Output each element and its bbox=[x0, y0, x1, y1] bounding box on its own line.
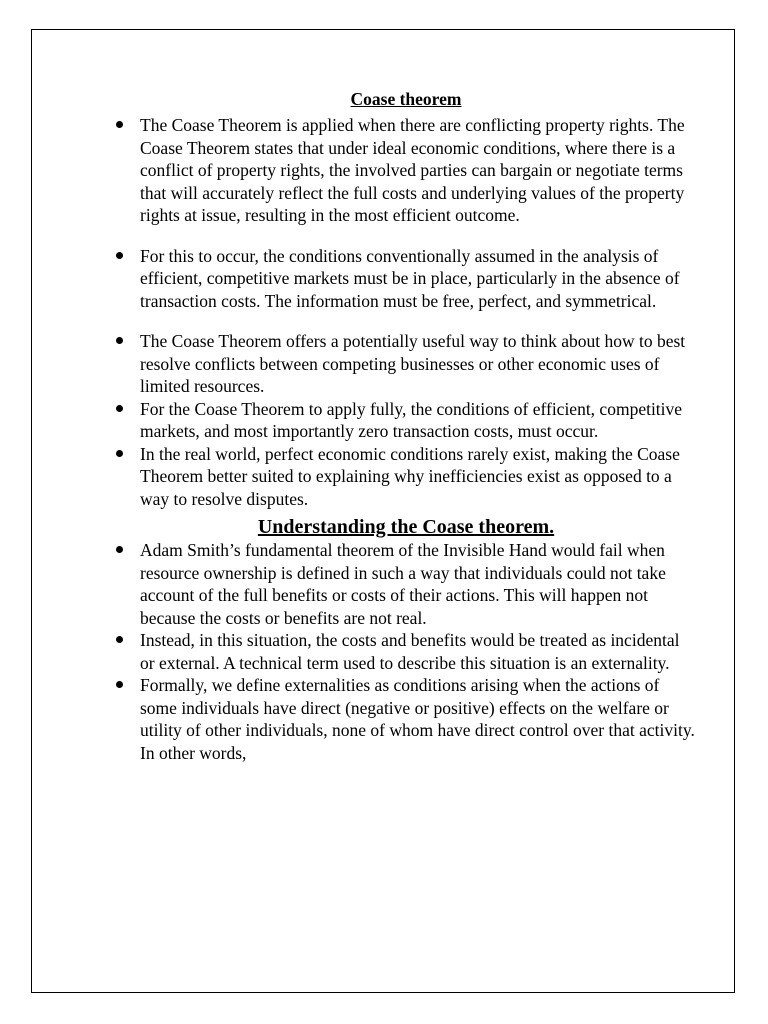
section-heading: Understanding the Coase theorem. bbox=[257, 516, 555, 538]
list-item-text: Formally, we define externalities as conditions arising when the actions of some individuals have direct (negative or positive) effects on the welfare or utility of other individuals, none of whom have direct control over that activity. In other words, bbox=[140, 675, 695, 763]
bullet-icon bbox=[116, 121, 123, 128]
bullet-icon bbox=[116, 681, 123, 688]
list-item bbox=[116, 114, 696, 227]
list-item bbox=[116, 398, 696, 443]
bullet-icon bbox=[116, 405, 123, 412]
section1-bullet-list bbox=[116, 114, 696, 510]
bullet-icon bbox=[116, 546, 123, 553]
list-item bbox=[116, 443, 696, 511]
list-item-text: For the Coase Theorem to apply fully, the conditions of efficient, competitive markets, and most importantly zero transaction costs, must occur. bbox=[140, 398, 683, 441]
document-title: Coase theorem bbox=[350, 89, 462, 109]
document-page bbox=[31, 29, 735, 993]
list-item bbox=[116, 330, 696, 398]
document-content bbox=[116, 88, 696, 764]
list-item-text: The Coase Theorem is applied when there are conflicting property rights. The Coase Theorem states that under ideal economic conditions, where there is a conflict of property rights, the involved parties can bargain or negotiate terms that will accurately reflect the full costs and underlying values of the property rights at issue, resulting in the most efficient outcome. bbox=[140, 115, 685, 225]
list-item bbox=[116, 245, 696, 313]
bullet-icon bbox=[116, 252, 123, 259]
list-item bbox=[116, 629, 696, 674]
list-item-text: Adam Smith’s fundamental theorem of the Invisible Hand would fail when resource ownership is defined in such a way that individuals could not take account of the full benefits or costs of their actions. This will happen not because the costs or benefits are not real. bbox=[140, 540, 666, 628]
list-item-text: Instead, in this situation, the costs and benefits would be treated as incidental or external. A technical term used to describe this situation is an externality. bbox=[140, 630, 680, 673]
list-item bbox=[116, 539, 696, 629]
section2-bullet-list bbox=[116, 539, 696, 764]
list-item-text: For this to occur, the conditions conventionally assumed in the analysis of efficient, competitive markets must be in place, particularly in the absence of transaction costs. The information must be free, perfect, and symmetrical. bbox=[140, 245, 680, 311]
list-item bbox=[116, 674, 696, 764]
bullet-icon bbox=[116, 636, 123, 643]
list-item-text: In the real world, perfect economic conditions rarely exist, making the Coase Theorem better suited to explaining why inefficiencies exist as opposed to a way to resolve disputes. bbox=[140, 443, 680, 509]
bullet-icon bbox=[116, 450, 123, 457]
list-item-text: The Coase Theorem offers a potentially useful way to think about how to best resolve conflicts between competing businesses or other economic uses of limited resources. bbox=[140, 331, 686, 396]
bullet-icon bbox=[116, 337, 123, 344]
